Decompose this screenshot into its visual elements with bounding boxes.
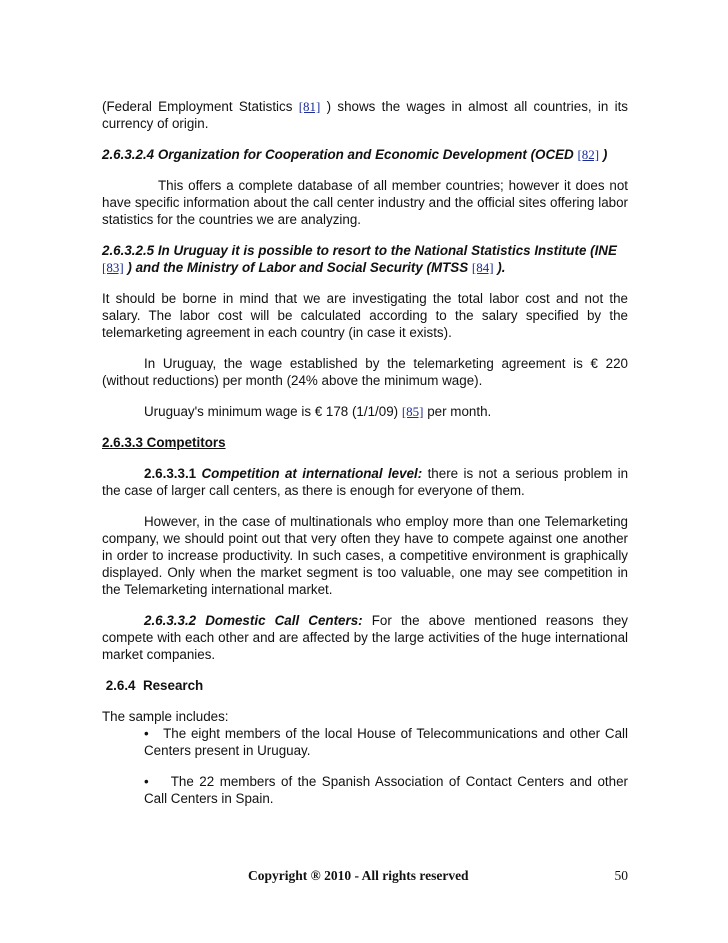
paragraph-domestic-call-centers: 2.6.3.3.2 Domestic Call Centers: For the above mentioned reasons they compete with each other and are affected by the large activities of the huge international market companies. — [102, 613, 628, 662]
paragraph-sample-intro: The sample includes: — [102, 709, 229, 724]
paragraph-uruguay-wage: In Uruguay, the wage established by the telemarketing agreement is € 220 (without reductions) per month (24% above the minimum wage). — [102, 356, 628, 388]
sample-list — [102, 725, 628, 807]
heading-uruguay-sources: 2.6.3.2.5 In Uruguay it is possible to resort to the National Statistics Institute (INE [83] ) and the Ministry of Labor and Social Security (MTSS [84] ). — [102, 243, 617, 275]
reference-link[interactable]: [82] — [577, 147, 600, 162]
list-item: • The 22 members of the Spanish Association of Contact Centers and other Call Centers in Spain. — [144, 774, 628, 806]
page-footer — [102, 868, 628, 888]
document-page — [102, 98, 628, 821]
page-number: 50 — [614, 868, 628, 883]
bullet-icon: • — [144, 774, 149, 789]
heading-oced: 2.6.3.2.4 Organization for Cooperation and Economic Development (OCED [82] ) — [102, 147, 608, 162]
list-item: • The eight members of the local House of Telecommunications and other Call Centers present in Uruguay. — [144, 726, 628, 758]
reference-link[interactable]: [84] — [471, 260, 494, 275]
paragraph-international-competition: 2.6.3.3.1 Competition at international level: there is not a serious problem in the case of larger call centers, as there is enough for everyone of them. — [102, 466, 629, 498]
heading-competitors: 2.6.3.3 Competitors — [102, 435, 226, 450]
copyright-notice: Copyright ® 2010 - All rights reserved — [248, 868, 469, 883]
paragraph-multinationals: However, in the case of multinationals who employ more than one Telemarketing company, we should point out that very often they have to compete against one another in order to increase productivity. In such cases, a competitive environment is graphically displayed. Only when the market segment is too valuable, one may see competition in the Telemarketing international market. — [102, 514, 628, 597]
reference-link[interactable]: [83] — [102, 260, 124, 275]
paragraph-minimum-wage: Uruguay's minimum wage is € 178 (1/1/09) [85] per month. — [144, 404, 492, 419]
reference-link[interactable]: [81] — [298, 99, 321, 114]
paragraph-federal-stats: (Federal Employment Statistics [81] ) shows the wages in almost all countries, in its currency of origin. — [102, 99, 628, 131]
paragraph-labor-cost: It should be borne in mind that we are investigating the total labor cost and not the salary. The labor cost will be calculated according to the salary specified by the telemarketing agreement in each country (in case it exists). — [102, 291, 628, 340]
bullet-icon: • — [144, 726, 149, 741]
paragraph-oced-database: This offers a complete database of all member countries; however it does not have specific information about the call center industry and the official sites offering labor statistics for the countries we are analyzing. — [102, 178, 628, 227]
heading-research: 2.6.4 Research — [102, 678, 204, 693]
reference-link[interactable]: [85] — [401, 404, 424, 419]
